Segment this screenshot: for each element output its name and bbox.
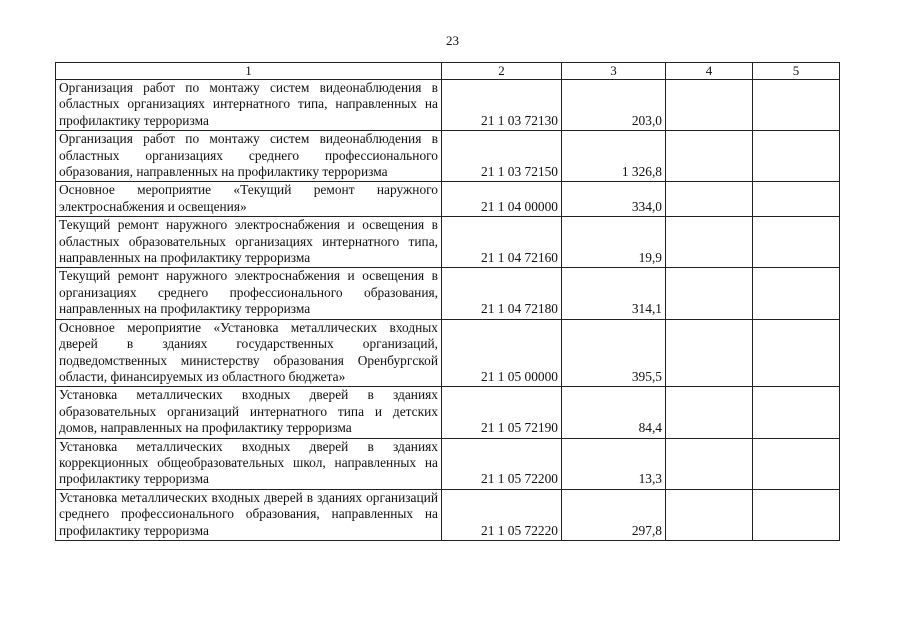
- row-col4: [666, 80, 753, 131]
- row-amount: 1 326,8: [562, 131, 666, 182]
- budget-table: [55, 62, 840, 541]
- row-col5: [753, 387, 840, 438]
- row-name: Установка металлических входных дверей в зданиях коррекционных общеобразовательных школ, направленных на профилактику терроризма: [56, 438, 442, 489]
- table-row: [56, 131, 840, 182]
- row-name: Основное мероприятие «Текущий ремонт наружного электроснабжения и освещения»: [56, 182, 442, 217]
- row-col5: [753, 489, 840, 540]
- row-code: 21 1 04 00000: [442, 182, 562, 217]
- row-col4: [666, 268, 753, 319]
- table-row: [56, 319, 840, 387]
- table-row: [56, 387, 840, 438]
- table-row: [56, 438, 840, 489]
- column-header-1: 1: [56, 63, 442, 80]
- table-row: [56, 80, 840, 131]
- row-code: 21 1 05 72190: [442, 387, 562, 438]
- row-col5: [753, 131, 840, 182]
- row-col4: [666, 131, 753, 182]
- table-row: [56, 268, 840, 319]
- row-code: 21 1 04 72160: [442, 217, 562, 268]
- row-code: 21 1 03 72150: [442, 131, 562, 182]
- row-code: 21 1 03 72130: [442, 80, 562, 131]
- column-header-5: 5: [753, 63, 840, 80]
- row-name: Текущий ремонт наружного электроснабжения и освещения в организациях среднего профессионального образования, направленных на профилактику терроризма: [56, 268, 442, 319]
- table-row: [56, 217, 840, 268]
- column-header-2: 2: [442, 63, 562, 80]
- row-amount: 19,9: [562, 217, 666, 268]
- row-amount: 203,0: [562, 80, 666, 131]
- column-header-3: 3: [562, 63, 666, 80]
- row-name: Основное мероприятие «Установка металлических входных дверей в зданиях государственных организаций, подведомственных министерству образования Оренбургской области, финансируемых из областного бюджета»: [56, 319, 442, 387]
- row-amount: 395,5: [562, 319, 666, 387]
- row-amount: 84,4: [562, 387, 666, 438]
- row-col4: [666, 319, 753, 387]
- row-name: Установка металлических входных дверей в зданиях образовательных организаций интернатного типа и детских домов, направленных на профилактику терроризма: [56, 387, 442, 438]
- row-col4: [666, 217, 753, 268]
- row-amount: 13,3: [562, 438, 666, 489]
- row-amount: 314,1: [562, 268, 666, 319]
- row-name: Организация работ по монтажу систем видеонаблюдения в областных организациях интернатного типа, направленных на профилактику терроризма: [56, 80, 442, 131]
- row-name: Установка металлических входных дверей в зданиях организаций среднего профессионального образования, направленных на профилактику терроризма: [56, 489, 442, 540]
- page-number: 23: [446, 33, 459, 48]
- row-name: Организация работ по монтажу систем видеонаблюдения в областных организациях среднего профессионального образования, направленных на профилактику терроризма: [56, 131, 442, 182]
- column-header-4: 4: [666, 63, 753, 80]
- row-col4: [666, 489, 753, 540]
- row-col4: [666, 182, 753, 217]
- table-row: [56, 182, 840, 217]
- row-col4: [666, 438, 753, 489]
- row-amount: 334,0: [562, 182, 666, 217]
- row-col5: [753, 80, 840, 131]
- row-name: Текущий ремонт наружного электроснабжения и освещения в областных образовательных организациях интернатного типа, направленных на профилактику терроризма: [56, 217, 442, 268]
- row-col5: [753, 319, 840, 387]
- row-col5: [753, 268, 840, 319]
- row-code: 21 1 04 72180: [442, 268, 562, 319]
- row-code: 21 1 05 72200: [442, 438, 562, 489]
- row-amount: 297,8: [562, 489, 666, 540]
- row-col5: [753, 438, 840, 489]
- table-row: [56, 489, 840, 540]
- header-row: [56, 63, 840, 80]
- row-code: 21 1 05 72220: [442, 489, 562, 540]
- row-col5: [753, 182, 840, 217]
- row-col4: [666, 387, 753, 438]
- row-code: 21 1 05 00000: [442, 319, 562, 387]
- row-col5: [753, 217, 840, 268]
